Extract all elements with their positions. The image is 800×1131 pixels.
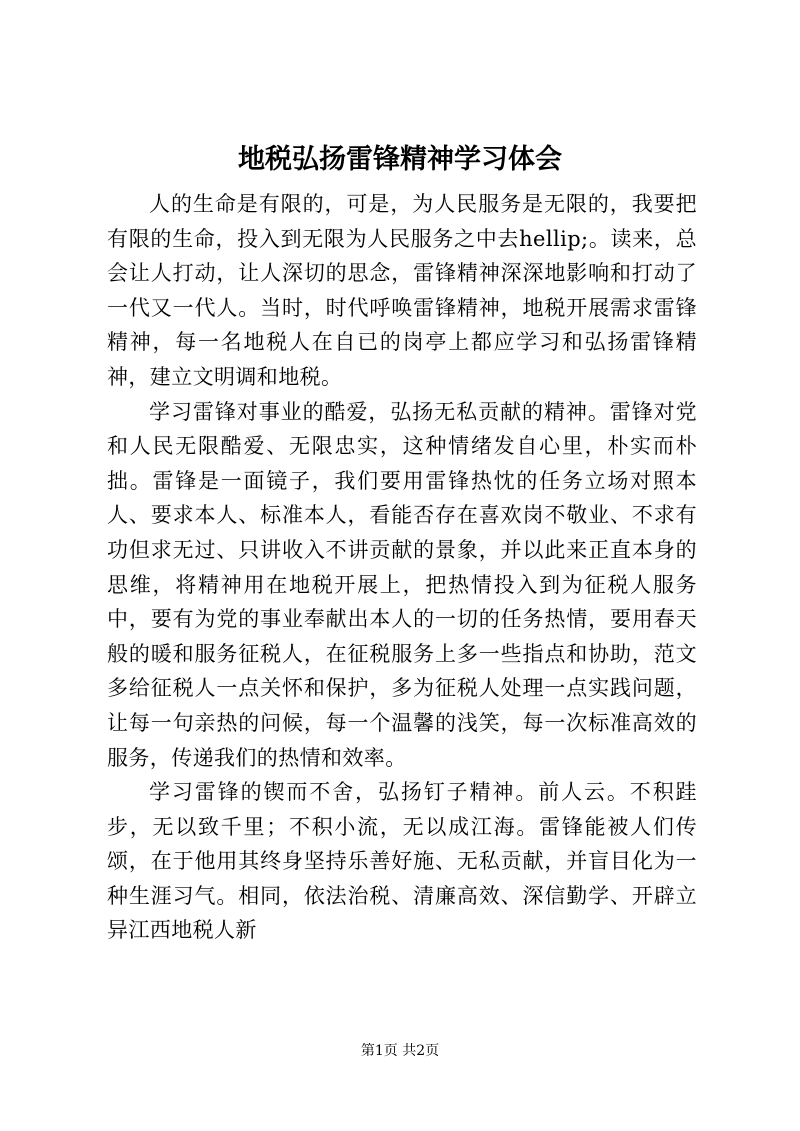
document-body (107, 187, 697, 948)
page-number-footer: 第1页 共2页 (360, 1043, 440, 1059)
paragraph-2: 学习雷锋对事业的酷爱，弘扬无私贡献的精神。雷锋对党和人民无限酷爱、无限忠实，这种情绪发自心里，朴实而朴拙。雷锋是一面镜子，我们要用雷锋热忱的任务立场对照本人、要求本人、标准本人，看能否存在喜欢岗不敬业、不求有功但求无过、只讲收入不讲贡献的景象，并以此来正直本身的思维，将精神用在地税开展上，把热情投入到为征税人服务中，要有为党的事业奉献出本人的一切的任务热情，要用春天般的暖和服务征税人，在征税服务上多一些指点和协助，范文多给征税人一点关怀和保护，多为征税人处理一点实践问题，让每一句亲热的问候，每一个温馨的浅笑，每一次标准高效的服务，传递我们的热情和效率。 (107, 399, 697, 770)
paragraph-1: 人的生命是有限的，可是，为人民服务是无限的，我要把有限的生命，投入到无限为人民服务之中去hellip;。读来，总会让人打动，让人深切的思念，雷锋精神深深地影响和打动了一代又一代人。当时，时代呼唤雷锋精神，地税开展需求雷锋精神，每一名地税人在自已的岗亭上都应学习和弘扬雷锋精神，建立文明调和地税。 (107, 192, 697, 389)
paragraph-3: 学习雷锋的锲而不舍，弘扬钉子精神。前人云。不积跬步，无以致千里；不积小流，无以成江海。雷锋能被人们传颂，在于他用其终身坚持乐善好施、无私贡献，并盲目化为一种生涯习气。相同，依法治税、清廉高效、深信勤学、开辟立异江西地税人新 (107, 780, 697, 943)
document-title: 地税弘扬雷锋精神学习体会 (238, 144, 562, 175)
